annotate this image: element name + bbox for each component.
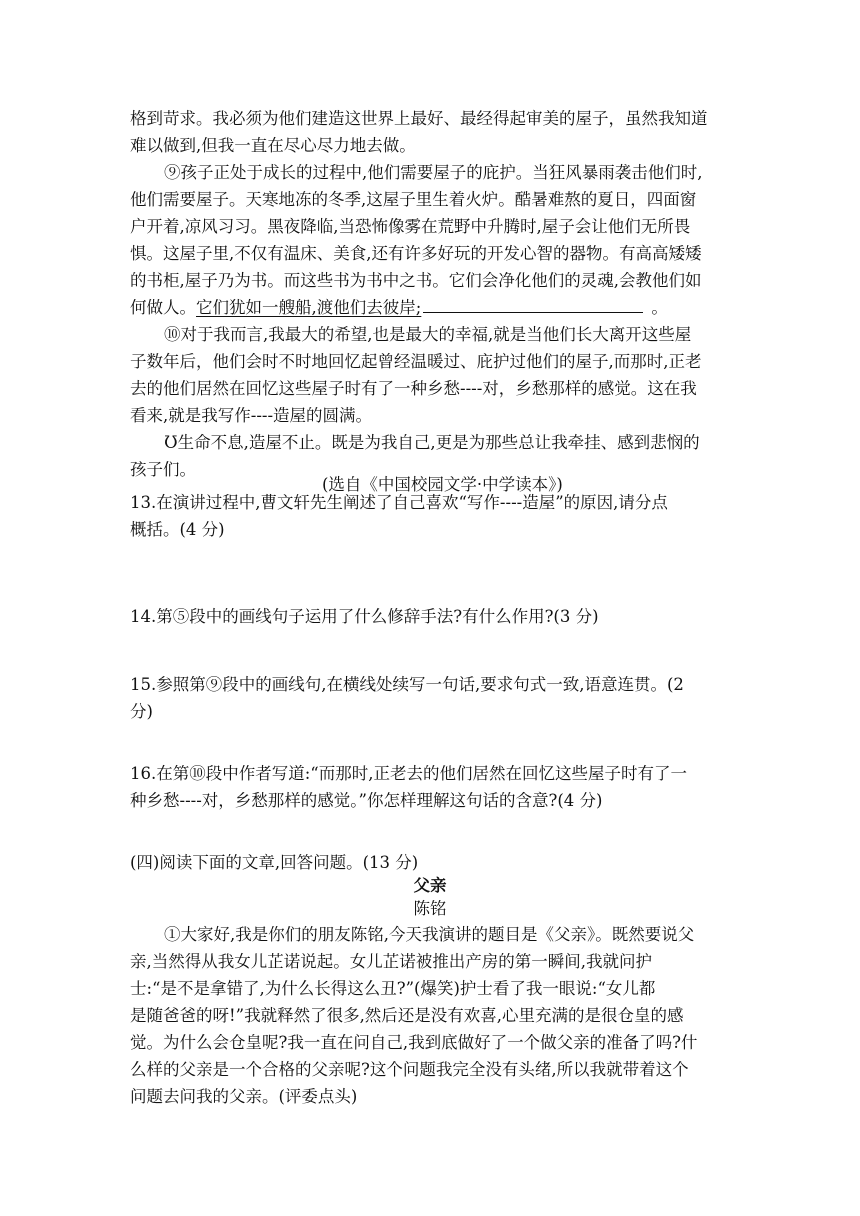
- question-14: 14.第⑤段中的画线句子运用了什么修辞手法?有什么作用?(3 分): [130, 607, 599, 626]
- article-paragraph-1-line: 觉。为什么会仓皇呢?我一直在问自己,我到底做好了一个做父亲的准备了吗?什: [130, 1033, 698, 1052]
- section-4-heading: (四)阅读下面的文章,回答问题。(13 分): [130, 853, 419, 872]
- underlined-sentence: 它们犹如一艘船,渡他们去彼岸;: [196, 298, 422, 317]
- question-16-line: 种乡愁----对，乡愁那样的感觉。”你怎样理解这句话的含意?(4 分): [130, 791, 603, 810]
- article-paragraph-1-line: 么样的父亲是一个合格的父亲呢?这个问题我完全没有头绪,所以我就带着这个: [130, 1060, 689, 1079]
- paragraph-8-line: 格到苛求。我必须为他们建造这世界上最好、最经得起审美的屋子，虽然我知道: [130, 109, 708, 128]
- paragraph-11-line: Ʊ生命不息,造屋不止。既是为我自己,更是为那些总让我牵挂、感到悲悯的: [164, 433, 700, 452]
- question-13-line: 13.在演讲过程中,曹文轩先生阐述了自己喜欢“写作----造屋”的原因,请分点: [130, 493, 668, 512]
- paragraph-10-line: 子数年后，他们会时不时地回忆起曾经温暖过、庇护过他们的屋子,而那时,正老: [130, 352, 702, 371]
- question-16-line: 16.在第⑩段中作者写道:“而那时,正老去的他们居然在回忆这些屋子时有了一: [130, 764, 687, 783]
- paragraph-10-line: 去的他们居然在回忆这些屋子时有了一种乡愁----对，乡愁那样的感觉。这在我: [130, 379, 697, 398]
- source-citation: (选自《中国校园文学·中学读本》): [322, 475, 563, 494]
- paragraph-9-last-line: [130, 297, 668, 319]
- article-paragraph-1-line: 亲,当然得从我女儿芷诺说起。女儿芷诺被推出产房的第一瞬间,我就问护: [130, 952, 652, 971]
- paragraph-9-suffix: 。: [651, 298, 668, 317]
- paragraph-9-line: 惧。这屋子里,不仅有温床、美食,还有许多好玩的开发心智的器物。有高高矮矮: [130, 244, 702, 263]
- paragraph-9-line: ⑨孩子正处于成长的过程中,他们需要屋子的庇护。当狂风暴雨袭击他们时,: [164, 163, 703, 182]
- paragraph-9-prefix: 何做人。: [130, 298, 196, 317]
- answer-blank[interactable]: [423, 297, 643, 313]
- article-paragraph-1-line: 士:“是不是拿错了,为什么长得这么丑?”(爆笑)护士看了我一眼说:“女儿都: [130, 979, 656, 998]
- question-15-line: 分): [130, 702, 153, 721]
- paragraph-10-line: 看来,就是我写作----造屋的圆满。: [130, 406, 373, 425]
- article-paragraph-1-line: 是随爸爸的呀!”我就释然了很多,然后还是没有欢喜,心里充满的是很仓皇的感: [130, 1006, 684, 1025]
- paragraph-11-line: 孩子们。: [130, 460, 196, 479]
- question-13-line: 概括。(4 分): [130, 520, 225, 539]
- paragraph-8-line: 难以做到,但我一直在尽心尽力地去做。: [130, 136, 416, 155]
- paragraph-9-line: 户开着,凉风习习。黑夜降临,当恐怖像雾在荒野中升腾时,屋子会让他们无所畏: [130, 217, 691, 236]
- paragraph-10-line: ⑩对于我而言,我最大的希望,也是最大的幸福,就是当他们长大离开这些屋: [164, 325, 692, 344]
- paragraph-9-line: 的书柜,屋子乃为书。而这些书为书中之书。它们会净化他们的灵魂,会教他们如: [130, 271, 702, 290]
- question-15-line: 15.参照第⑨段中的画线句,在横线处续写一句话,要求句式一致,语意连贯。(2: [130, 675, 684, 694]
- article-paragraph-1-line: ①大家好,我是你们的朋友陈铭,今天我演讲的题目是《父亲》。既然要说父: [164, 925, 695, 944]
- article-paragraph-1-line: 问题去问我的父亲。(评委点头): [130, 1087, 358, 1106]
- article-title: 父亲: [413, 876, 447, 895]
- paragraph-9-line: 他们需要屋子。天寒地冻的冬季,这屋子里生着火炉。酷暑难熬的夏日，四面窗: [130, 190, 697, 209]
- article-author: 陈铭: [413, 899, 447, 918]
